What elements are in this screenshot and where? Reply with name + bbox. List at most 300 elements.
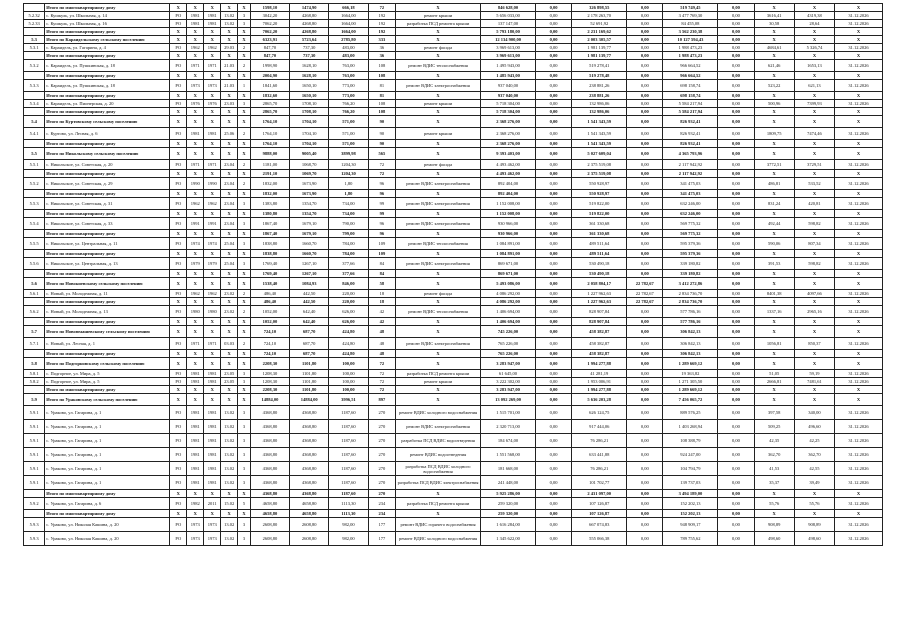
cell-other-funds: 0,00 — [718, 476, 754, 490]
cell-year-renovated: X — [204, 490, 221, 498]
cell-unit-cost: 362,70 — [754, 448, 794, 462]
cell-floors: 3 — [238, 100, 251, 108]
cell-deadline: 31.12.2026 — [835, 462, 883, 476]
cell-federal-funds: 0,00 — [536, 338, 572, 350]
cell-municipal-funds: 0,00 — [627, 210, 663, 218]
cell-total-area: 1181,00 — [250, 160, 289, 170]
cell-total-cost: 1 152 008,00 — [480, 210, 535, 218]
cell-owner-funds: 698 158,74 — [663, 80, 718, 92]
cell-item-number: 5.5.1 — [24, 160, 45, 170]
cell-deadline: X — [835, 148, 883, 160]
cell-max-unit-cost: 908,89 — [794, 518, 834, 532]
cell-category: РО — [170, 306, 187, 318]
cell-address: Итого по многоквартирному дому — [45, 170, 170, 178]
cell-item-number: 5.3.4 — [24, 100, 45, 108]
cell-municipal-funds: 0,00 — [627, 36, 663, 44]
table-row-total — [24, 4, 883, 12]
cell-municipal-funds: 0,00 — [627, 80, 663, 92]
cell-date: X — [221, 358, 238, 370]
cell-unit-cost: 35,37 — [754, 476, 794, 490]
cell-owner-funds: 152 202,13 — [663, 510, 718, 518]
cell-floors: X — [238, 170, 251, 178]
cell-category: РО — [170, 338, 187, 350]
cell-year-built: X — [187, 140, 204, 148]
cell-owner-funds: 889 576,25 — [663, 406, 718, 420]
cell-unit-cost: 486,81 — [754, 178, 794, 190]
cell-address: Итого по многоквартирному дому — [45, 270, 170, 278]
cell-deadline: X — [835, 72, 883, 80]
cell-category: X — [170, 350, 187, 358]
cell-max-unit-cost: X — [794, 36, 834, 44]
cell-deadline: X — [835, 350, 883, 358]
cell-unit-cost: 523,22 — [754, 80, 794, 92]
cell-year-built: X — [187, 326, 204, 338]
cell-residents: 333 — [368, 36, 396, 44]
cell-work-type: ремонт ВДИС электроснабжения — [396, 178, 481, 190]
cell-total-area: 1998,90 — [250, 60, 289, 72]
cell-regional-funds: 1 227 962,63 — [572, 290, 627, 298]
cell-year-renovated: 1990 — [204, 178, 221, 190]
cell-residential-area: 442,50 — [290, 298, 329, 306]
cell-item-number: 5.3.3 — [24, 80, 45, 92]
cell-category: X — [170, 108, 187, 116]
cell-residential-area: 442,50 — [290, 290, 329, 298]
cell-year-renovated: X — [204, 270, 221, 278]
cell-other-funds: 0,00 — [718, 148, 754, 160]
cell-max-unit-cost: X — [794, 510, 834, 518]
cell-item-number — [24, 52, 45, 60]
cell-federal-funds: 0,00 — [536, 510, 572, 518]
cell-max-unit-cost: X — [794, 4, 834, 12]
cell-address: с. Ураково, ул. Николая Кашина, д. 20 — [45, 518, 170, 532]
cell-floors: 3 — [238, 434, 251, 448]
cell-deadline: X — [835, 4, 883, 12]
cell-residents: 192 — [368, 28, 396, 36]
cell-municipal-funds: 0,00 — [627, 318, 663, 326]
cell-year-renovated: 1976 — [204, 100, 221, 108]
cell-max-unit-cost: X — [794, 350, 834, 358]
cell-roof-area: 1664,00 — [329, 12, 368, 20]
cell-address: с. Куртово, ул. Лесная, д. 6 — [45, 128, 170, 140]
cell-owner-funds: 577 786,16 — [663, 318, 718, 326]
cell-year-renovated: X — [204, 230, 221, 238]
cell-deadline: X — [835, 318, 883, 326]
cell-residents: 270 — [368, 448, 396, 462]
table-row-total — [24, 36, 883, 44]
cell-deadline: X — [835, 298, 883, 306]
cell-roof-area: 2785,80 — [329, 36, 368, 44]
table-row-total — [24, 52, 883, 60]
capital-repair-table — [23, 3, 883, 546]
cell-residents: 234 — [368, 498, 396, 510]
cell-floors: 3 — [238, 238, 251, 250]
cell-municipal-funds: 0,00 — [627, 434, 663, 448]
cell-year-built: X — [187, 510, 204, 518]
cell-max-unit-cost: 42,55 — [794, 462, 834, 476]
cell-item-number — [24, 298, 45, 306]
cell-regional-funds: 530 490,18 — [572, 270, 627, 278]
cell-federal-funds: 0,00 — [536, 28, 572, 36]
cell-floors: 3 — [238, 218, 251, 230]
cell-unit-cost: X — [754, 318, 794, 326]
cell-owner-funds: 341 475,03 — [663, 178, 718, 190]
cell-max-unit-cost: 498,60 — [794, 532, 834, 546]
cell-regional-funds: 132 986,06 — [572, 100, 627, 108]
cell-residential-area: 14884,00 — [290, 394, 329, 406]
cell-residential-area: 4268,80 — [290, 28, 329, 36]
cell-category: X — [170, 318, 187, 326]
cell-residents: 36 — [368, 44, 396, 52]
cell-deadline: X — [835, 250, 883, 258]
cell-year-renovated: 1981 — [204, 378, 221, 386]
cell-roof-area: 1187,60 — [329, 490, 368, 498]
cell-regional-funds: 458 382,87 — [572, 326, 627, 338]
cell-work-type: ремонт крыши — [396, 12, 481, 20]
cell-owner-funds: 966 664,52 — [663, 60, 718, 72]
cell-regional-funds: 530 490,18 — [572, 258, 627, 270]
cell-unit-cost: X — [754, 4, 794, 12]
cell-category: РО — [170, 290, 187, 298]
cell-category: X — [170, 326, 187, 338]
cell-deadline: 31.12.2026 — [835, 44, 883, 52]
cell-municipal-funds: 0,00 — [627, 230, 663, 238]
cell-max-unit-cost: 420,81 — [794, 198, 834, 210]
cell-year-built: 1981 — [187, 12, 204, 20]
cell-unit-cost: 590,06 — [754, 238, 794, 250]
cell-municipal-funds: 22 782,67 — [627, 290, 663, 298]
table-row — [24, 100, 883, 108]
cell-total-cost: 259 320,00 — [480, 498, 535, 510]
cell-regional-funds: 41 281,19 — [572, 370, 627, 378]
cell-other-funds: 0,00 — [718, 140, 754, 148]
cell-owner-funds: 306 842,13 — [663, 338, 718, 350]
cell-category: X — [170, 490, 187, 498]
cell-owner-funds: 632 246,00 — [663, 210, 718, 218]
cell-max-unit-cost: X — [794, 230, 834, 238]
cell-deadline: X — [835, 52, 883, 60]
cell-date: 13.02 — [221, 20, 238, 28]
cell-deadline: 31.12.2026 — [835, 406, 883, 420]
cell-residents: 81 — [368, 92, 396, 100]
cell-other-funds: 0,00 — [718, 338, 754, 350]
cell-roof-area: 1187,60 — [329, 406, 368, 420]
cell-year-built: X — [187, 116, 204, 128]
cell-federal-funds: 0,00 — [536, 210, 572, 218]
cell-federal-funds: 0,00 — [536, 108, 572, 116]
cell-federal-funds: 0,00 — [536, 326, 572, 338]
cell-regional-funds: 1 541 343,59 — [572, 140, 627, 148]
cell-total-area: 1764,10 — [250, 116, 289, 128]
cell-item-number: 5.3 — [24, 36, 45, 44]
cell-total-cost: 5 718 304,00 — [480, 108, 535, 116]
cell-municipal-funds: 0,00 — [627, 498, 663, 510]
cell-category: X — [170, 92, 187, 100]
cell-year-built: 1962 — [187, 198, 204, 210]
cell-year-built: X — [187, 170, 204, 178]
cell-deadline: 31.12.2026 — [835, 420, 883, 434]
table-row-total — [24, 386, 883, 394]
cell-max-unit-cost: 598,82 — [794, 218, 834, 230]
cell-regional-funds: 1 994 277,88 — [572, 386, 627, 394]
cell-roof-area: 766,20 — [329, 100, 368, 108]
cell-total-area: 4658,80 — [250, 510, 289, 518]
table-row-total — [24, 358, 883, 370]
cell-date: 13.02 — [221, 406, 238, 420]
cell-date: 23.02 — [221, 290, 238, 298]
cell-residential-area: 4368,80 — [290, 476, 329, 490]
cell-federal-funds: 0,00 — [536, 270, 572, 278]
cell-residential-area: 1704,10 — [290, 140, 329, 148]
cell-work-type: X — [396, 386, 481, 394]
cell-work-type: X — [396, 350, 481, 358]
cell-residential-area: 4368,80 — [290, 462, 329, 476]
cell-address: с. Ураково, ул. Гагарина, д. 1 — [45, 434, 170, 448]
cell-item-number — [24, 318, 45, 326]
cell-unit-cost: 2666,81 — [754, 378, 794, 386]
cell-other-funds: 0,00 — [718, 258, 754, 270]
cell-residents: 565 — [368, 148, 396, 160]
cell-item-number: 5.6.1 — [24, 290, 45, 298]
cell-floors: X — [238, 250, 251, 258]
cell-date: X — [221, 116, 238, 128]
cell-total-area: 7062,20 — [250, 20, 289, 28]
cell-year-renovated: X — [204, 108, 221, 116]
cell-roof-area: 799,00 — [329, 230, 368, 238]
cell-max-unit-cost: X — [794, 490, 834, 498]
cell-date: 15.02 — [221, 498, 238, 510]
cell-work-type: X — [396, 230, 481, 238]
cell-other-funds: 0,00 — [718, 358, 754, 370]
cell-federal-funds: 0,00 — [536, 60, 572, 72]
cell-date: X — [221, 190, 238, 198]
table-row — [24, 80, 883, 92]
table-row — [24, 178, 883, 190]
table-row-total — [24, 190, 883, 198]
cell-date: 23.02 — [221, 306, 238, 318]
cell-total-area: 1838,80 — [250, 250, 289, 258]
cell-item-number: 5.9.3 — [24, 532, 45, 546]
table-row — [24, 218, 883, 230]
cell-category: X — [170, 270, 187, 278]
cell-total-cost: 1 084 891,00 — [480, 250, 535, 258]
cell-residential-area: 1673,90 — [290, 178, 329, 190]
cell-deadline: X — [835, 270, 883, 278]
cell-year-built: X — [187, 92, 204, 100]
cell-unit-cost: X — [754, 270, 794, 278]
cell-residents: 72 — [368, 370, 396, 378]
cell-date: X — [221, 210, 238, 218]
cell-total-area: 4368,80 — [250, 406, 289, 420]
cell-regional-funds: 550 928,97 — [572, 190, 627, 198]
cell-total-area: 14884,00 — [250, 394, 289, 406]
cell-regional-funds: 519 822,00 — [572, 198, 627, 210]
table-row — [24, 44, 883, 52]
cell-floors: 3 — [238, 198, 251, 210]
cell-year-built: 1971 — [187, 338, 204, 350]
cell-residents: 72 — [368, 386, 396, 394]
cell-roof-area: 3899,98 — [329, 148, 368, 160]
cell-total-cost: 5 793 180,00 — [480, 28, 535, 36]
cell-item-number: 5.7 — [24, 326, 45, 338]
cell-unit-cost: X — [754, 490, 794, 498]
cell-unit-cost: 509,25 — [754, 420, 794, 434]
table-row-total — [24, 72, 883, 80]
cell-federal-funds: 0,00 — [536, 100, 572, 108]
cell-other-funds: 0,00 — [718, 386, 754, 394]
cell-category: X — [170, 278, 187, 290]
cell-item-number — [24, 92, 45, 100]
cell-address: с. Кушкуль, ул. Школьная, д. 14 — [45, 12, 170, 20]
cell-deadline: X — [835, 394, 883, 406]
cell-other-funds: 0,00 — [718, 350, 754, 358]
cell-date: 21.03 — [221, 80, 238, 92]
cell-other-funds: 0,00 — [718, 290, 754, 298]
cell-floors: 2 — [238, 128, 251, 140]
cell-date: 13.02 — [221, 434, 238, 448]
cell-residents: 72 — [368, 378, 396, 386]
cell-total-cost: 1 406 694,00 — [480, 318, 535, 326]
cell-address: Итого по многоквартирному дому — [45, 490, 170, 498]
cell-total-cost: 3 969 613,00 — [480, 44, 535, 52]
cell-residents: 58 — [368, 278, 396, 290]
cell-owner-funds: 519 749,45 — [663, 4, 718, 12]
cell-total-area: 1832,00 — [250, 190, 289, 198]
cell-other-funds: 0,00 — [718, 250, 754, 258]
cell-category: X — [170, 140, 187, 148]
cell-other-funds: 0,00 — [718, 44, 754, 52]
cell-work-type: ремонт ВДИС холодного водоснабжения — [396, 406, 481, 420]
cell-deadline: X — [835, 278, 883, 290]
cell-residential-area: 687,70 — [290, 350, 329, 358]
cell-roof-area: 424,80 — [329, 338, 368, 350]
cell-year-renovated: X — [204, 190, 221, 198]
cell-floors: 3 — [238, 532, 251, 546]
cell-max-unit-cost: X — [794, 278, 834, 290]
cell-federal-funds: 0,00 — [536, 350, 572, 358]
cell-item-number: 5.9.1 — [24, 476, 45, 490]
cell-municipal-funds: 0,00 — [627, 490, 663, 498]
cell-item-number — [24, 386, 45, 394]
cell-year-renovated: 1981 — [204, 20, 221, 28]
cell-municipal-funds: 0,00 — [627, 218, 663, 230]
cell-work-type: X — [396, 210, 481, 218]
cell-roof-area: 100,00 — [329, 370, 368, 378]
table-row-total — [24, 318, 883, 326]
cell-unit-cost: X — [754, 250, 794, 258]
cell-total-cost: 3 283 947,00 — [480, 386, 535, 394]
cell-regional-funds: 2 058 804,17 — [572, 278, 627, 290]
cell-floors: X — [238, 190, 251, 198]
cell-federal-funds: 0,00 — [536, 386, 572, 394]
cell-total-cost: 4 086 292,00 — [480, 298, 535, 306]
cell-residential-area: 687,70 — [290, 326, 329, 338]
cell-address: с. Подгорное, ул. Мира, д. 5 — [45, 378, 170, 386]
cell-date: X — [221, 92, 238, 100]
cell-residents: 270 — [368, 462, 396, 476]
cell-max-unit-cost: X — [794, 326, 834, 338]
table-row — [24, 378, 883, 386]
cell-date: 13.02 — [221, 12, 238, 20]
cell-municipal-funds: 0,00 — [627, 270, 663, 278]
cell-deadline: 31.12.2026 — [835, 476, 883, 490]
cell-residential-area: 1704,10 — [290, 128, 329, 140]
document-page — [23, 3, 883, 546]
cell-work-type: разработка ПСД ВДИС холодного водоснабжения — [396, 462, 481, 476]
cell-other-funds: 0,00 — [718, 218, 754, 230]
cell-floors: 2 — [238, 306, 251, 318]
cell-other-funds: 0,00 — [718, 100, 754, 108]
cell-floors: X — [238, 72, 251, 80]
cell-total-cost: 1 551 568,00 — [480, 448, 535, 462]
cell-roof-area: 1187,60 — [329, 476, 368, 490]
cell-max-unit-cost: 850,37 — [794, 338, 834, 350]
cell-regional-funds: 458 382,87 — [572, 338, 627, 350]
cell-municipal-funds: 0,00 — [627, 4, 663, 12]
cell-residential-area: 1267,10 — [290, 270, 329, 278]
cell-deadline: 31.12.2026 — [835, 306, 883, 318]
cell-total-area: 4368,80 — [250, 434, 289, 448]
cell-work-type: X — [396, 510, 481, 518]
cell-roof-area: 571,00 — [329, 128, 368, 140]
cell-total-area: 4368,80 — [250, 448, 289, 462]
cell-owner-funds: 595 379,36 — [663, 238, 718, 250]
cell-residents: 108 — [368, 60, 396, 72]
cell-year-built: 1980 — [187, 306, 204, 318]
cell-deadline: X — [835, 230, 883, 238]
cell-total-area: 486,40 — [250, 290, 289, 298]
cell-municipal-funds: 0,00 — [627, 406, 663, 420]
cell-address: с. Ураково, ул. Гагарина, д. 1 — [45, 448, 170, 462]
cell-total-area: 9888,00 — [250, 148, 289, 160]
cell-year-renovated: 1981 — [204, 448, 221, 462]
cell-residential-area: 1267,10 — [290, 258, 329, 270]
cell-year-built: X — [187, 108, 204, 116]
table-row — [24, 406, 883, 420]
cell-residents: 897 — [368, 394, 396, 406]
cell-total-area: 1598,10 — [250, 4, 289, 12]
cell-regional-funds: 2 431 097,00 — [572, 490, 627, 498]
cell-owner-funds: 1 988 473,23 — [663, 44, 718, 52]
cell-deadline: X — [835, 28, 883, 36]
cell-federal-funds: 0,00 — [536, 258, 572, 270]
cell-owner-funds: 1 289 669,12 — [663, 386, 718, 394]
cell-floors: X — [238, 28, 251, 36]
cell-total-cost: 5 925 286,00 — [480, 490, 535, 498]
cell-year-built: 1979 — [187, 258, 204, 270]
cell-item-number: 5.5 — [24, 148, 45, 160]
cell-address: с. Ураково, ул. Гагарина, д. 1 — [45, 420, 170, 434]
cell-total-cost: 259 320,00 — [480, 510, 535, 518]
cell-item-number: 5.6.2 — [24, 306, 45, 318]
cell-municipal-funds: 0,00 — [627, 258, 663, 270]
cell-other-funds: 0,00 — [718, 72, 754, 80]
cell-residential-area: 1704,10 — [290, 116, 329, 128]
cell-owner-funds: 339 180,82 — [663, 258, 718, 270]
cell-category: РО — [170, 20, 187, 28]
cell-item-number: 5.4.1 — [24, 128, 45, 140]
cell-residential-area: 1708,10 — [290, 108, 329, 116]
cell-floors: X — [238, 108, 251, 116]
cell-work-type: ремонт ВДИС горячего водоснабжения — [396, 518, 481, 532]
cell-work-type: X — [396, 116, 481, 128]
cell-deadline: X — [835, 490, 883, 498]
cell-item-number: 5.9 — [24, 394, 45, 406]
cell-deadline: 31.12.2026 — [835, 338, 883, 350]
cell-work-type: X — [396, 28, 481, 36]
cell-date: 23.04 — [221, 218, 238, 230]
cell-max-unit-cost: X — [794, 140, 834, 148]
cell-federal-funds: 0,00 — [536, 462, 572, 476]
